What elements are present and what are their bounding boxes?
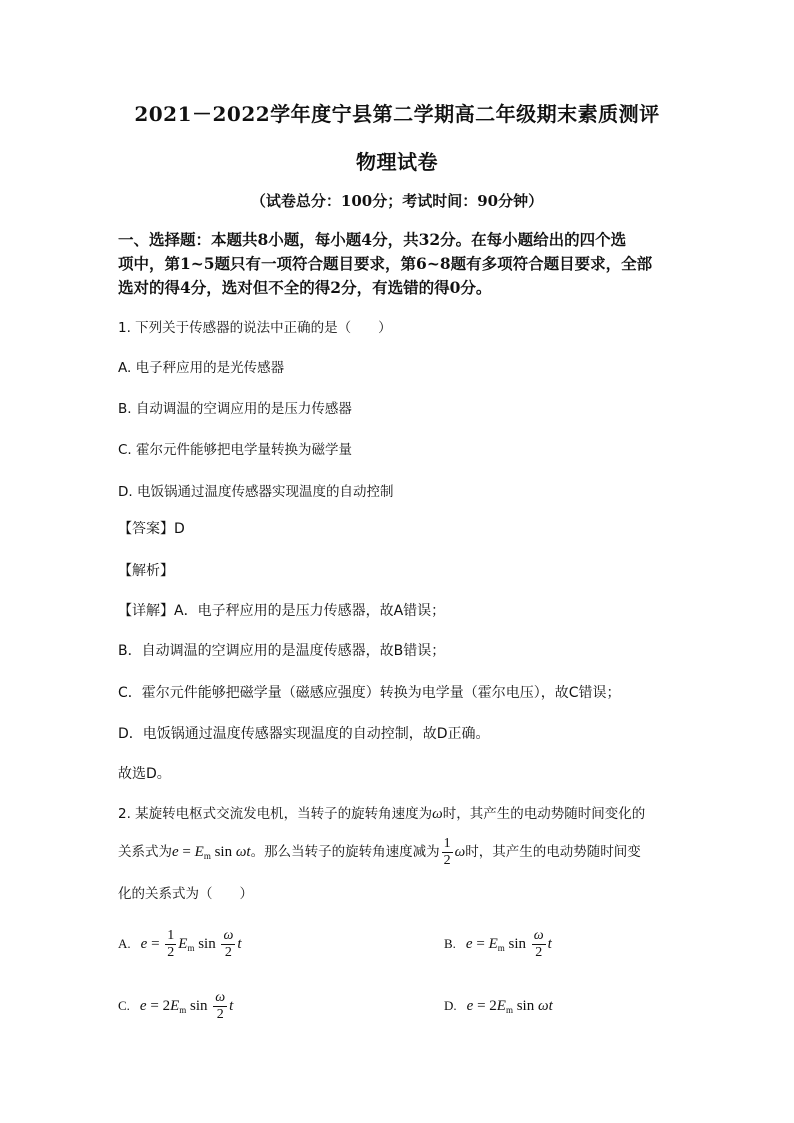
- q1-option-d: D. 电饭锅通过温度传感器实现温度的自动控制: [118, 484, 394, 500]
- q2-stem-part5: 时，其产生的电动势随时间变: [465, 844, 641, 860]
- q1-answer: [118, 518, 185, 538]
- q2-stem-line3: 化的关系式为（ ）: [118, 886, 253, 902]
- q1-option-b: B. 自动调温的空调应用的是压力传感器: [118, 401, 352, 417]
- answer-value: D: [174, 521, 185, 537]
- subject-title: 物理试卷: [356, 150, 438, 174]
- q1-detail-d: D．电饭锅通过温度传感器实现温度的自动控制，故D正确。: [118, 726, 490, 742]
- formula-original: $e = E_m$ sin ωt: [172, 844, 251, 861]
- exam-title: 2021－2022学年度宁县第二学期高二年级期末素质测评: [134, 102, 660, 126]
- q1-option-c: C. 霍尔元件能够把电学量转换为磁学量: [118, 442, 353, 458]
- omega-symbol-2: ω: [454, 844, 466, 860]
- q2-option-c: C. $e = 2E_m$ sin $\frac{\omega}{2}$ t: [118, 990, 234, 1023]
- q2-stem-part1: 2. 某旋转电枢式交流发电机，当转子的旋转角速度为: [118, 806, 433, 822]
- section-instructions-line2: 项中，第1~5题只有一项符合题目要求，第6~8题有多项符合题目要求，全部: [118, 254, 653, 273]
- exam-info: （试卷总分：100分；考试时间：90分钟）: [250, 192, 544, 210]
- half-fraction: $\frac{1}{2}$: [443, 835, 451, 868]
- section-instructions-line3: 选对的得4分，选对但不全的得2分，有选错的得0分。: [118, 278, 492, 297]
- q1-conclusion: 故选D。: [118, 766, 171, 782]
- q2-stem-part2: 时，其产生的电动势随时间变化的: [442, 806, 646, 822]
- omega-symbol: ω: [432, 806, 443, 822]
- q2-option-b: B. $e = E_m$ sin $\frac{\omega}{2}$ t: [444, 928, 552, 961]
- answer-label: 【答案】: [118, 521, 174, 537]
- q2-option-d: D. $e = 2E_m$ sin ωt: [444, 998, 553, 1015]
- section-instructions-line1: 一、选择题：本题共8小题，每小题4分，共32分。在每小题给出的四个选: [118, 230, 627, 249]
- q1-detail-a: [118, 600, 445, 620]
- detail-label: 【详解】: [118, 603, 174, 619]
- detail-a-text: A．电子秤应用的是压力传感器，故A错误；: [174, 603, 446, 619]
- q2-option-a: A. e = $\frac{1}{2}$ $E_m$ sin $\frac{\omega}{2}$ t: [118, 928, 242, 961]
- q2-stem-part4: 。那么当转子的旋转角速度减为: [250, 844, 440, 860]
- q1-option-a: A. 电子秤应用的是光传感器: [118, 360, 285, 376]
- q1-stem: 1. 下列关于传感器的说法中正确的是（ ）: [118, 320, 392, 336]
- q1-analysis-label: 【解析】: [118, 563, 174, 579]
- q2-stem-line2: [118, 832, 641, 872]
- q1-detail-c: C．霍尔元件能够把磁学量（磁感应强度）转换为电学量（霍尔电压），故C错误；: [118, 685, 621, 701]
- q2-stem-line1: [118, 802, 645, 823]
- q1-detail-b: B．自动调温的空调应用的是温度传感器，故B错误；: [118, 643, 446, 659]
- q2-stem-part3: 关系式为: [118, 844, 172, 860]
